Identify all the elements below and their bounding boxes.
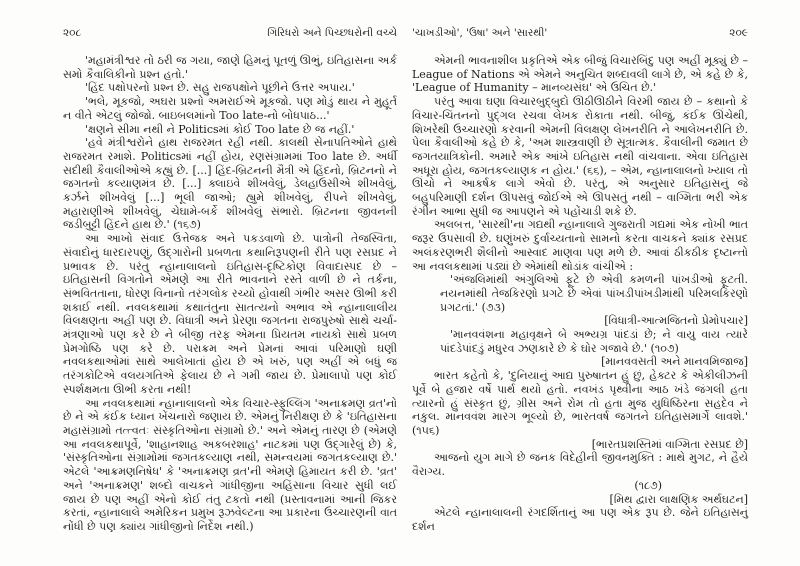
paragraph-body: 'મહામંત્રીશ્વર તો ઠરી જ ગયા, જાણે હિમનું પૂતળું ઊભું, ઇતિહાસના અર્ક સમો કૈવાલિકીનો પ્રશ્ન હતો.' bbox=[63, 54, 397, 81]
paragraph-body: આ આખો સંવાદ ઉત્તેજક અને પકડવાળો છે. પાત્રોની તેજસ્વિતા, સંવાદોનું ધારદારપણું, ઉદ્ગારોની પ્રબળતા કથાનિરૂપણની રીતે પણ રસપ્રદ ને પ્રભાવક છે. પરંતુ ન્હાનાલાલનો ઇતિહાસ-દૃષ્ટિકોણ વિવાદાસ્પદ છે – ઇતિહાસની વિગતોને એમણે આ રીતે ભાવનાને રસ્તે વાળી છે ને તર્કના, સંભવિતતાના, ધોરણ વિનાનો તરંગલોક રચ્યો હોવાથી ગંભીર અસર ઊભી કરી શકાઈ નથી. નવલકથામાં કથાતંતુના સાતત્યનો અભાવ એ ન્હાનાલાલીય વિલક્ષણતા અહીં પણ છે. વિધાત્રી અને પ્રેરણા જગતના રાજપુરુષો સાથે ચર્ચા-મંત્રણાઓ પણ કરે છે ને બીજી તરફ એમના પ્રિયતમ નાયકો સાથે પ્રબળ પ્રેમગોષ્ઠિ પણ કરે છે. પરાક્રમ અને પ્રેમનાં આવાં પરિમાણો ઘણી નવલકથાઓમાં સાથે આલેખાતાં હોય છે એ ખરું, પણ અહીં એ બધું જ તરંગકોટિએ વલયગતિએ ફેલાય છે ને ગમી જાય છે. પ્રેમાલાપો પણ કોઈ સ્પર્શક્ષમતા ઊભી કરતા નથી! bbox=[63, 232, 397, 396]
left-running-head bbox=[63, 27, 397, 39]
right-running-head bbox=[412, 27, 748, 39]
left-page-text-block bbox=[63, 54, 397, 534]
paragraph-tag: [મિથ દ્વારા લાક્ષણિક અર્થઘટન] bbox=[609, 492, 748, 506]
paragraph-body: ભારત કહેતો કે, 'દુનિયાનું આદ્ય પુરુષાતન હું છું, હેક્ટર કે એકીલીઝની પૂર્વે બે હજાર વર્ષે પાર્થ થયો હતો. નવખંડ પૃથ્વીના આઠ ખંડે જંગલી હતા ત્યારનો હું સંસ્કૃત છું, ગ્રીસ અને રોમ તો હતા મુજ યુધિષ્ઠિરના સહદેવ ને નકુલ. માનવવંશ મારગ ભૂલ્યો છે, ભારતવર્ષ જગતને ઇતિહાસમાર્ગે લાવશે.' (૧૫૬) bbox=[412, 369, 748, 437]
paragraph-body: 'હવે મંત્રીશ્વરોને હાથ રાજરમત રહી નથી. કાલથી સેનાપતિઓને હાથે રાજરમત રમાશે. Politicsમાં નહીં હોય, રણસંગ્રામમાં Too late છે. અર્ધી સદીથી કૈવાલીઓએ કહ્યું છે. [...] હિંદ-બ્રિટનની મૈત્રી એ હિંદનો, બ્રિટનનો ને જગતનો કલ્યાણમંત્ર છે. [...] ક્લાઇવે શીખવેલું, ડેલહાઉસીએ શીખવેલું, કર્ઝને શીખવેલું [...] ભૂલી જાઓ; હ્યુમે શીખવેલું, રીપને શીખવેલું, મહારાણીએ શીખવેલું, ચેઘામે-બર્કે શીખવેલું સંભારો. બ્રિટનના જીવનની જડીબુટ્ટી હિંદને હાથ છે.' (૧૬૭) bbox=[63, 136, 397, 232]
paragraph-body: 'ક્ષણને સીમા નથી ને Politicsમાં કોઈ Too late છે જ નહીં.' bbox=[85, 122, 355, 136]
paragraph-body: એમની ભાવનાશીલ પ્રકૃતિએ એક બીજું વિચારબિંદુ પણ અહીં મૂક્યું છે – League of Nations એ એમને અનુચિત શબ્દાવલી લાગે છે, એ કહે છે કે, 'League of Humanity – માનવ્યસંઘ' એ ઉચિત છે.' bbox=[412, 54, 748, 95]
right-page-number: ૨૦૯ bbox=[729, 27, 748, 39]
paragraph-quote: 'માનવવંશના મહાવૃક્ષને બે અભ્યગ્ર પાંદડાં છે; ને વાયુ વાય ત્યારે પાંદડેપાંદડું મધુરવ ઝણકારે છે કે ઘોર ગજાવે છે.' (૧૦૭) bbox=[440, 328, 748, 355]
left-running-title: ગિરિધરો અને પિચ્છધરોની વચ્ચે bbox=[267, 27, 397, 39]
right-page bbox=[400, 0, 800, 566]
paragraph-body: અલબત્ત, 'સારથી'ના ગદ્યથી ન્હાનાલાલે ગુજરાતી ગદ્યમાં એક નોખી ભાત જરૂર ઉપસાવી છે. ઘણુંખરું દુર્વાચ્યતાનો સામનો કરતા વાચકને ક્યાંક રસપ્રદ અલંકરણભરી શૈલીનો આસ્વાદ માણવા પણ મળે છે. આવાં ઠીકઠીક દૃષ્ટાન્તો આ નવલકથામાં પડ્યાં છે એમાંથી થોડાંક વાંચીએ : bbox=[412, 218, 748, 273]
paragraph-tag: [વિધાત્રી-આત્મજિતનો પ્રેમોપચાર] bbox=[604, 314, 748, 328]
paragraph-ref: (૧૮૭) bbox=[634, 478, 662, 492]
right-running-title: 'ચાખડીઓ', 'ઉષા' અને 'સારથી' bbox=[412, 27, 548, 39]
paragraph-tag: [માનવવસતી અને માનવમિજાજ] bbox=[601, 355, 748, 369]
paragraph-tag: [ભારતપ્રશસ્તિમાં વાગ્મિતા રસપ્રદ છે] bbox=[591, 437, 748, 451]
paragraph-body: એટલે ન્હાનાલાલની રંગદર્શિતાનું આ પણ એક રૂપ છે. જેને ઇતિહાસનું દર્શન bbox=[412, 506, 748, 533]
right-page-text-block bbox=[412, 54, 748, 534]
left-page-number: ૨૦૮ bbox=[63, 27, 82, 39]
paragraph-body: 'ભલે, મૂકજો, અઘરા પ્રશ્નો અમરાઈએ મૂકજો. પણ મોડું થાય ને મુહૂર્ત ન વીતે એટલું જોજો. બાઇબલમાંનો Too late-નો બોધપાઠ...' bbox=[63, 95, 397, 122]
paragraph-body: પરંતુ આવા ઘણા વિચારબુદ્બુદો ઊઠીઊઠીને વિરમી જાય છે – કથાનો કે વિચાર-ચિંતનનો પુદ્ગલ રચવા લેખક રોકાતા નથી. બીજું, કંઈક ઊંચેથી, શિખરેથી ઉચ્ચારણો કરવાની એમની વિલક્ષણ લેખનરીતિ ને આલેખનરીતિ છે. પેલા કૈવાલીઓ કહે છે કે, 'અમ શાસ્ત્રવાણી છે સૂત્રાત્મક. કૈવાલીની જમાત છે જગતયાત્રિકોની. અમારે એક આંખે ઇતિહાસ નથી વાંચવાના. એવા ઇતિહાસ અધૂરા હોય, જગતકલ્યાણક ન હોય.' (૬૬), – એમ, ન્હાનાલાલનો ખ્યાલ તો ઊંચો ને આકર્ષક લાગે એવો છે. પરંતુ, એ અનુસાર ઇતિહાસનું જે બહુપરિમાણી દર્શન ઊપસવું જોઈએ એ ઊપસતું નથી – વાગ્મિતા ભરી એક રંગીન આભા સુધી જ આપણને એ પહોંચાડી શકે છે. bbox=[412, 95, 748, 218]
paragraph-body: આજનો યુગ માગે છે જનક વિદેહીની જીવનમુક્તિ : માથે મુગટ, ને હૈયે વૈરાગ્ય. bbox=[412, 451, 748, 479]
paragraph-body: આ નવલકથામાં ન્હાનાલાલનો એક વિચાર-સ્ફુલ્લિંગ 'અનાક્રમણ વ્રત'નો છે ને એ કંઈક ધ્યાન ખેંચનારો જણાય છે. એમનું નિરીક્ષણ છે કે 'ઇતિહાસના મહાસંગ્રામો તત્ત્વતઃ સંસ્કૃતિઓના સંગ્રામો છે.' અને એમનું તારણ છે (એમણે આ નવલકથાપૂર્વે, 'શાહાનશાહ અકબરશાહ' નાટકમાં પણ ઉદ્ગારેલું છે) કે, 'સંસ્કૃતિઓના સંગ્રામોમાં જગતકલ્યાણ નથી, સમન્વયમાં જગતકલ્યાણ છે.' એટલે 'આક્રમણનિષેધ' કે 'અનાક્રમણ વ્રત'ની એમણે હિમાયત કરી છે. 'વ્રત' અને 'અનાક્રમણ' શબ્દો વાચકને ગાંધીજીના અહિંસાના વિચાર સુધી લઈ જાય છે પણ અહીં એનો કોઈ તંતુ ટકતો નથી (પ્રસ્તાવનામાં આની જિકર કરતાં, ન્હાનાલાલે અમેરિકન પ્રમુખ રૂઝવેલ્ટના આ પ્રકારના ઉચ્ચારણની વાત નોંધી છે પણ ક્યાંય ગાંધીજીનો નિર્દેશ નથી.) bbox=[63, 396, 397, 533]
paragraph-quote: 'અંજલિમાંથી અંગુલિઓ ફૂટે છે એવી કમળની પાંખડીઓ ફૂટતી. નયનમાંથી તેજકિરણો પ્રગટે છે એવાં પાંખડીપાંખડીમાંથી પરિમલકિરણો પ્રગટતાં.' (૭૩) bbox=[440, 273, 748, 314]
paragraph-body: 'હિંદ પક્ષોપરનો પ્રશ્ન છે. સહુ રાજપક્ષોને પૂછીને ઉત્તર અપાય.' bbox=[85, 81, 355, 95]
